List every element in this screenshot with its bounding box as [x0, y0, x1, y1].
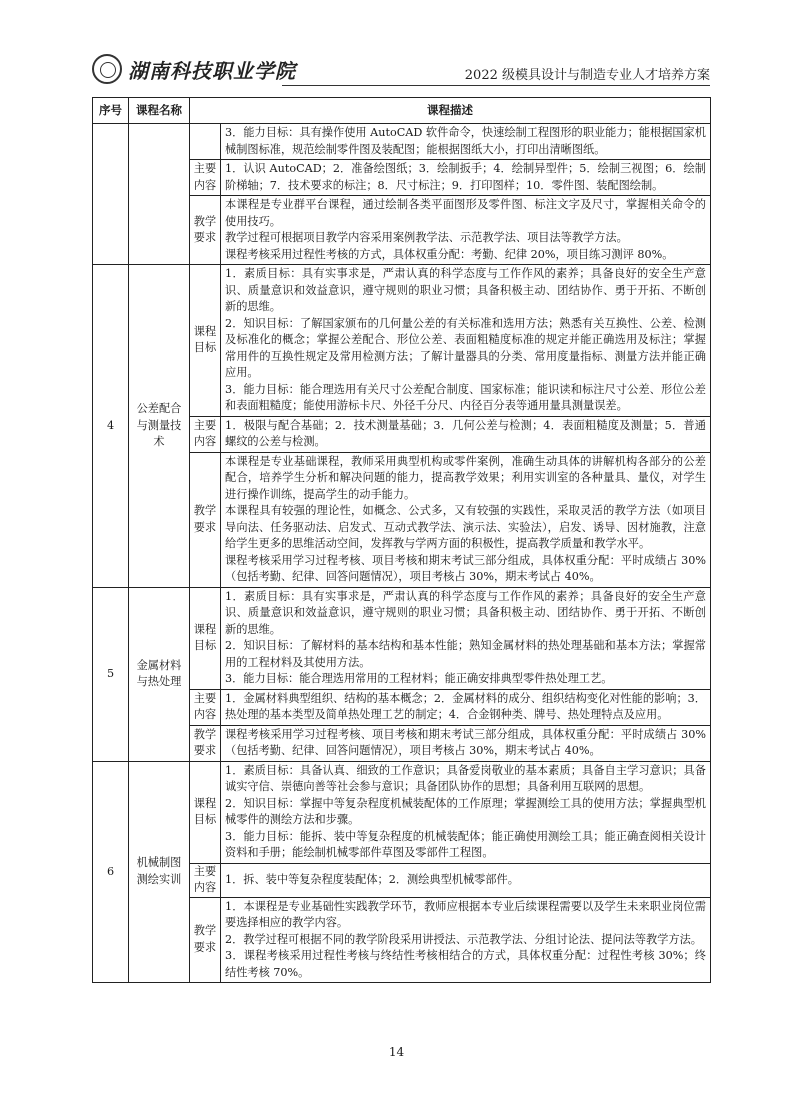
description-paragraph: 教学过程可根据项目教学内容采用案例教学法、示范教学法、项目法等教学方法。 — [225, 231, 628, 244]
row-label: 主要内容 — [190, 863, 221, 897]
course-number: 6 — [93, 761, 129, 983]
school-seal-icon — [92, 54, 122, 84]
table-row — [93, 265, 711, 417]
description-paragraph: 本课程是专业基础课程，教师采用典型机构或零件案例，准确生动具体的讲解机构各部分的公差配合，培养学生分析和解决问题的能力，提高教学效果；利用实训室的各种量具、量仪，对学生进行操作训练，提高学生的动手能力。 — [225, 454, 706, 501]
row-label: 课程目标 — [190, 761, 221, 863]
description-paragraph: 1．素质目标：具有实事求是，严肃认真的科学态度与工作作风的素养；具备良好的安全生产意识、质量意识和效益意识，遵守规则的职业习惯；具备积极主动、团结协作、勇于开拓、不断创新的思维。 — [225, 267, 706, 313]
description-paragraph: 3．能力目标：具有操作使用 AutoCAD 软件命令，快速绘制工程图形的职业能力；能根据国家机械制图标准，规范绘制零件图及装配图；能根据图纸大小，打印出清晰图纸。 — [225, 126, 706, 156]
course-name: 金属材料与热处理 — [129, 587, 190, 761]
description-paragraph: 1．素质目标：具有实事求是，严肃认真的科学态度与工作作风的素养；具备良好的安全生产意识、质量意识和效益意识，遵守规则的职业习惯；具备积极主动、团结协作、勇于开拓、不断创新的思维。 — [225, 589, 706, 636]
header-divider — [282, 85, 710, 86]
row-label: 教学要求 — [190, 897, 221, 983]
row-description — [221, 587, 711, 689]
school-name: 湖南科技职业学院 — [128, 58, 296, 83]
row-description — [221, 196, 711, 265]
row-description — [221, 416, 711, 452]
course-name: 公差配合与测量技术 — [129, 265, 190, 588]
row-description — [221, 265, 711, 417]
row-description — [221, 452, 711, 587]
column-header-desc: 课程描述 — [190, 98, 711, 124]
description-paragraph: 1．拆、装中等复杂程度装配体；2．测绘典型机械零部件。 — [225, 872, 519, 886]
page-header — [92, 52, 710, 92]
description-paragraph: 2．知识目标：掌握中等复杂程度机械装配体的工作原理；掌握测绘工具的使用方法；掌握典型机械零件的测绘方法和步骤。 — [225, 796, 706, 826]
description-paragraph: 1．金属材料典型组织、结构的基本概念；2．金属材料的成分、组织结构变化对性能的影响；3．热处理的基本类型及简单热处理工艺的制定；4．合金钢种类、牌号、热处理特点及应用。 — [225, 691, 706, 721]
table-header-row — [93, 98, 711, 124]
description-paragraph: 本课程是专业群平台课程，通过绘制各类平面图形及零件图、标注文字及尺寸，掌握相关命令的使用技巧。 — [225, 198, 706, 228]
row-description — [221, 725, 711, 761]
row-label: 主要内容 — [190, 689, 221, 725]
table-row — [93, 761, 711, 863]
description-paragraph: 1．认识 AutoCAD；2．准备绘图纸；3．绘制扳手；4．绘制异型件；5．绘制三视图；6．绘制阶梯轴；7．技术要求的标注；8．尺寸标注；9．打印图样；10．零件图、装配图绘制。 — [225, 162, 706, 192]
description-paragraph: 课程考核采用过程性考核的方式，具体权重分配：考勤、纪律 20%，项目练习测评 80%。 — [225, 247, 674, 261]
table-row — [93, 124, 711, 160]
description-paragraph: 3．能力目标：能拆、装中等复杂程度的机械装配体；能正确使用测绘工具；能正确查阅相关设计资料和手册；能绘制机械零部件草图及零部件工程图。 — [225, 829, 706, 859]
description-paragraph: 1．极限与配合基础；2．技术测量基础；3．几何公差与检测；4．表面粗糙度及测量；5．普通螺纹的公差与检测。 — [225, 418, 706, 448]
row-label: 课程目标 — [190, 265, 221, 417]
description-paragraph: 课程考核采用学习过程考核、项目考核和期末考试三部分组成，具体权重分配：平时成绩占 30%（包括考勤、纪律、回答问题情况），项目考核占 30%，期末考试占 40%。 — [225, 727, 706, 757]
description-paragraph: 1．素质目标：具备认真、细致的工作意识；具备爱岗敬业的基本素质；具备自主学习意识；具备诚实守信、崇德向善等社会参与意识；具备团队协作的思想；具备利用互联网的思想。 — [225, 763, 706, 793]
row-label: 教学要求 — [190, 452, 221, 587]
course-table — [92, 97, 711, 983]
row-description — [221, 160, 711, 196]
row-label: 主要内容 — [190, 160, 221, 196]
row-description — [221, 124, 711, 160]
description-paragraph: 3．能力目标：能合理选用常用的工程材料；能正确安排典型零件热处理工艺。 — [225, 672, 613, 685]
description-paragraph: 2．知识目标：了解材料的基本结构和基本性能；熟知金属材料的热处理基础和基本方法；掌握常用的工程材料及其使用方法。 — [225, 639, 706, 669]
description-paragraph: 3．能力目标：能合理选用有关尺寸公差配合制度、国家标准；能识读和标注尺寸公差、形位公差和表面粗糙度；能使用游标卡尺、外径千分尺、内径百分表等通用量具测量误差。 — [225, 382, 706, 412]
row-label — [190, 124, 221, 160]
table-row — [93, 587, 711, 689]
course-number: 5 — [93, 587, 129, 761]
row-description — [221, 863, 711, 897]
description-paragraph: 3．课程考核采用过程性考核与终结性考核相结合的方式，具体权重分配：过程性考核 30%；终结性考核 70%。 — [225, 949, 706, 979]
description-paragraph: 2．知识目标：了解国家颁布的几何量公差的有关标准和选用方法；熟悉有关互换性、公差、检测及标准化的概念；掌握公差配合、形位公差、表面粗糙度标准的规定并能正确选用及标注；掌握常用件的互换性规定及常用检测方法；了解计量器具的分类、常用度量指标、测量方法并能正确应用。 — [225, 316, 706, 379]
course-number — [93, 124, 129, 265]
description-paragraph: 课程考核采用学习过程考核、项目考核和期末考试三部分组成，具体权重分配：平时成绩占 30%（包括考勤、纪律、回答问题情况），项目考核占 30%，期末考试占 40%。 — [225, 553, 706, 583]
column-header-no: 序号 — [93, 98, 129, 124]
description-paragraph: 本课程具有较强的理论性，如概念、公式多，又有较强的实践性，采取灵活的教学方法（如项目导向法、任务驱动法、启发式、互动式教学法、演示法、实验法），启发、诱导、因材施教，注意给学生更多的思维活动空间，发挥教与学两方面的积极性，提高教学质量和教学水平。 — [225, 504, 706, 550]
document-title: 2022 级模具设计与制造专业人才培养方案 — [464, 68, 710, 83]
row-description — [221, 897, 711, 983]
course-name — [129, 124, 190, 265]
row-description — [221, 761, 711, 863]
row-label: 教学要求 — [190, 196, 221, 265]
course-name: 机械制图测绘实训 — [129, 761, 190, 983]
column-header-name: 课程名称 — [129, 98, 190, 124]
row-label: 教学要求 — [190, 725, 221, 761]
course-number: 4 — [93, 265, 129, 588]
page-number: 14 — [388, 1045, 405, 1059]
row-description — [221, 689, 711, 725]
school-logo — [92, 54, 296, 84]
row-label: 主要内容 — [190, 416, 221, 452]
row-label: 课程目标 — [190, 587, 221, 689]
description-paragraph: 2．教学过程可根据不同的教学阶段采用讲授法、示范教学法、分组讨论法、提问法等教学方法。 — [225, 932, 702, 946]
description-paragraph: 1．本课程是专业基础性实践教学环节，教师应根据本专业后续课程需要以及学生未来职业岗位需要选择相应的教学内容。 — [225, 899, 706, 929]
